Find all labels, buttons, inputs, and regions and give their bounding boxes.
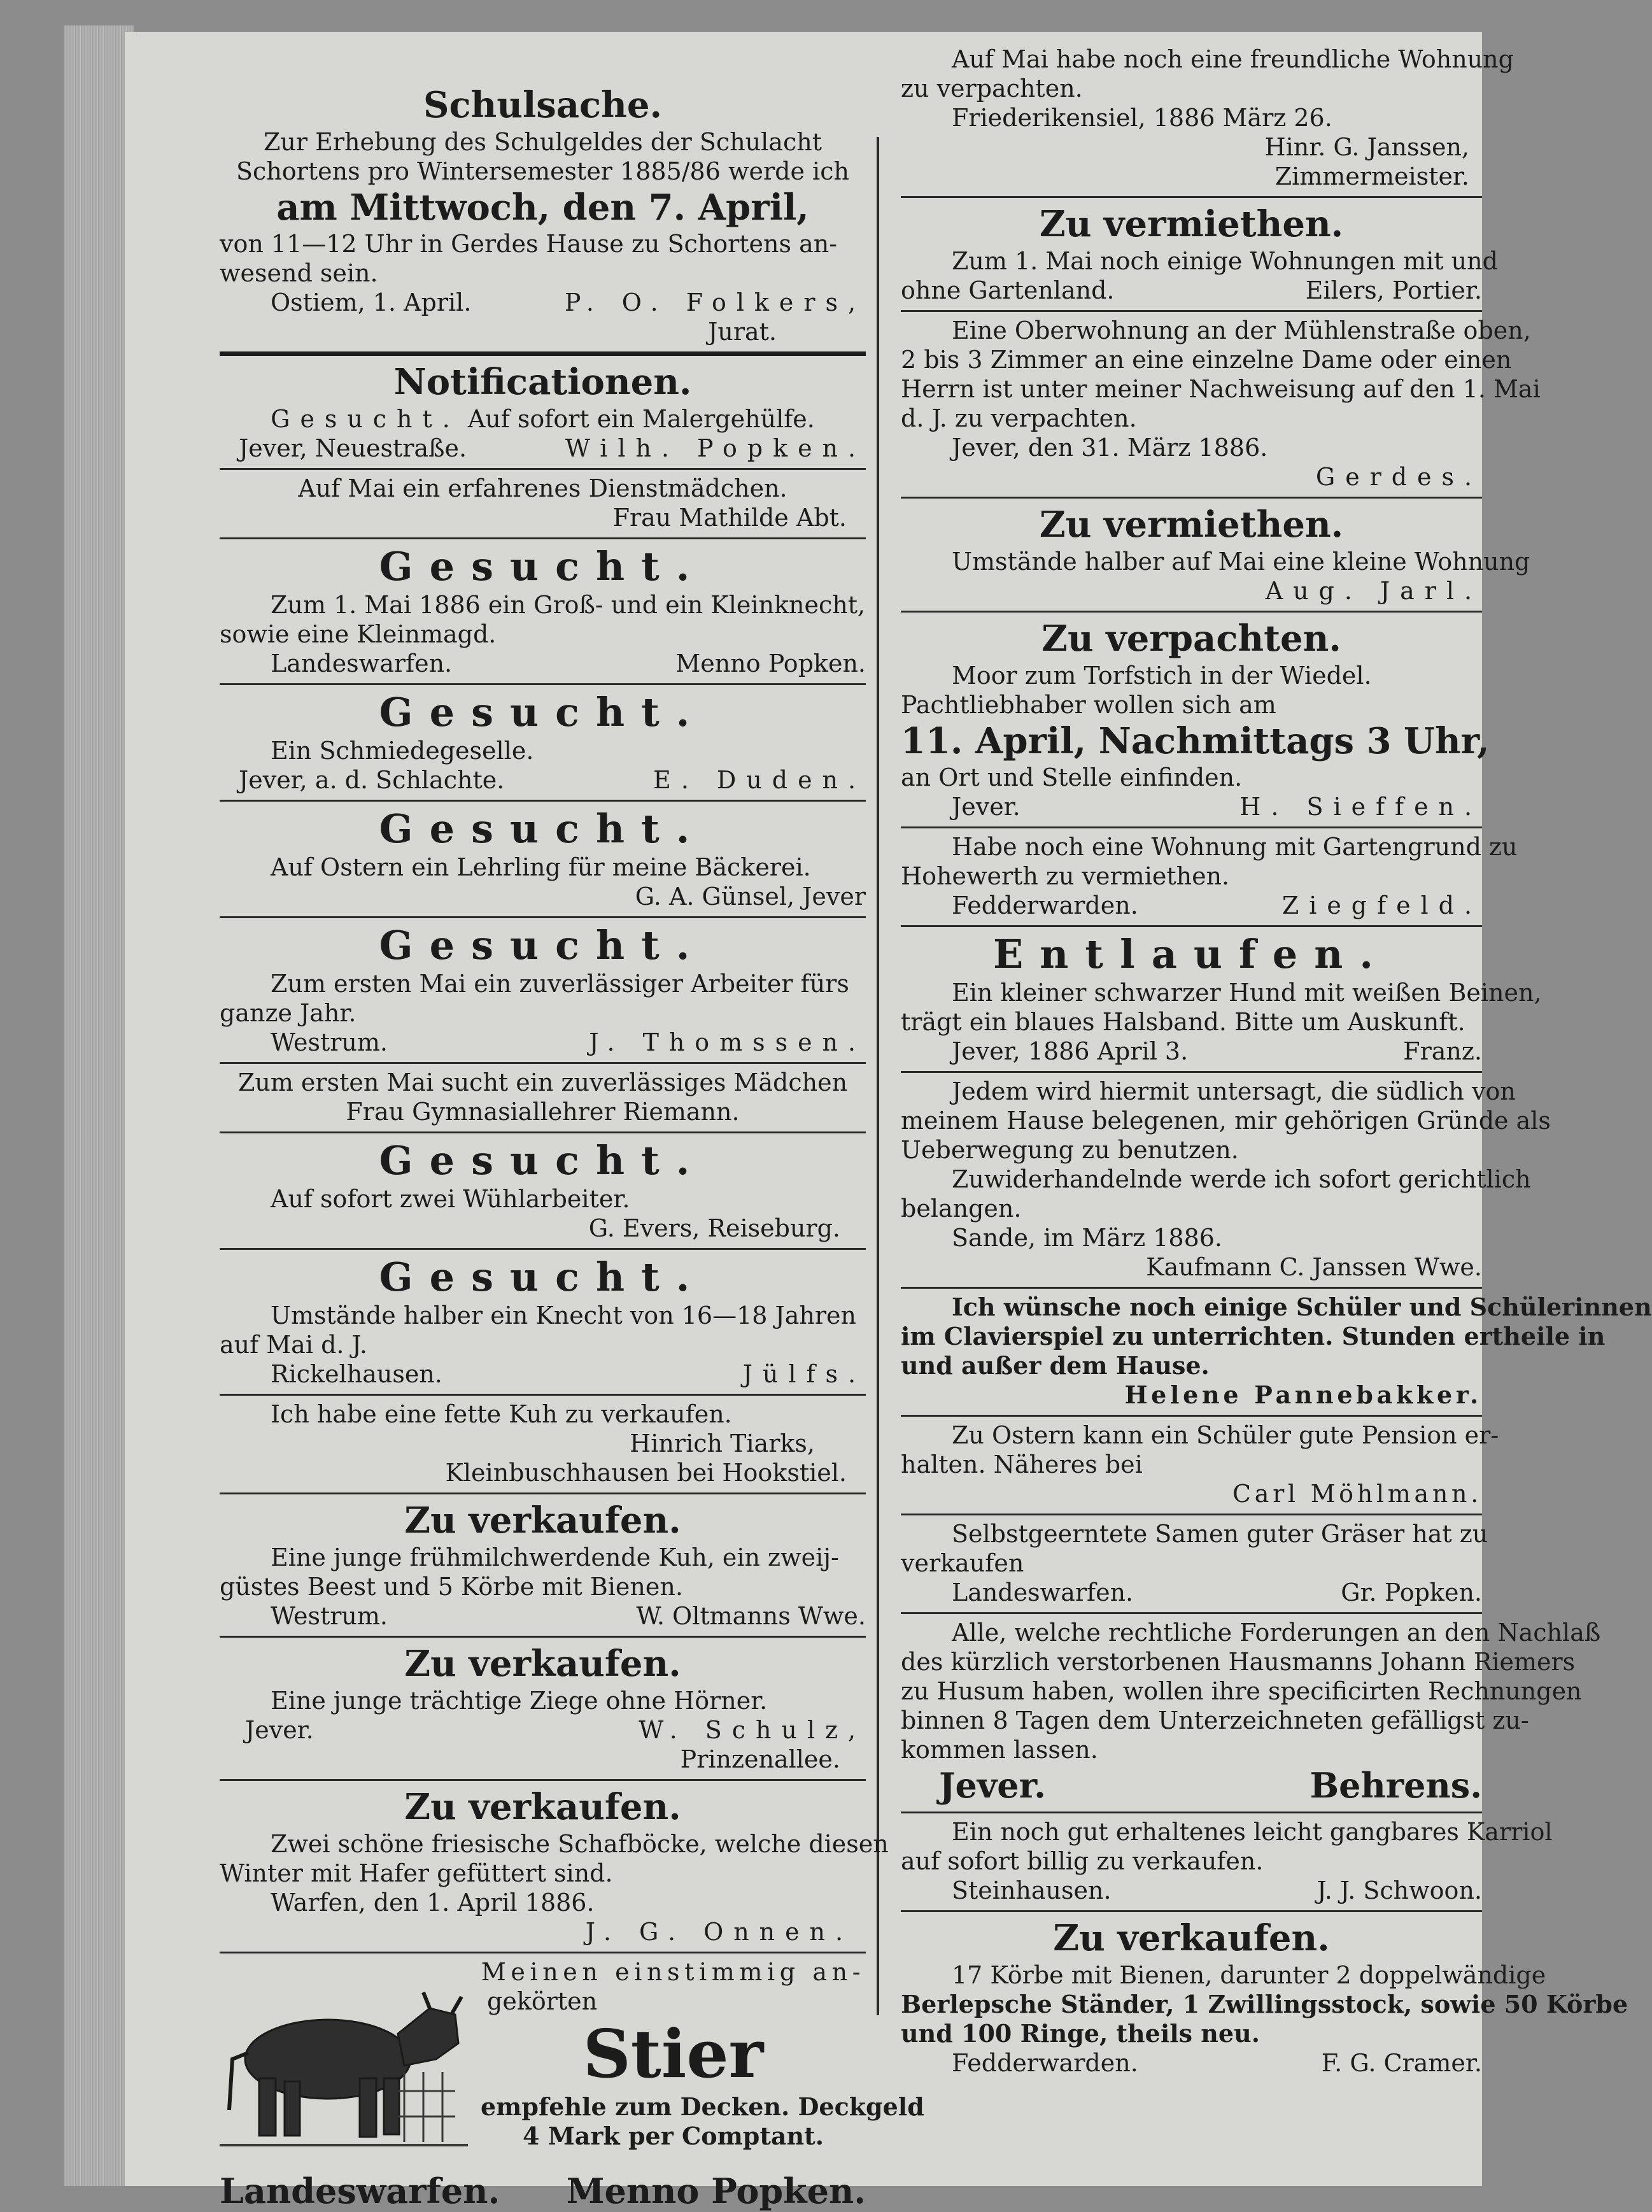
ad-place: Westrum. [271,1028,388,1056]
ad-line: Meinen einstimmig an- [481,1958,866,1986]
ad-line: und 100 Ringe, theils neu. [901,2019,1260,2048]
ad-line: Ein noch gut erhaltenes leicht gangbares Karriol [952,1818,1553,1846]
ad-verkaufen-bienen [901,1916,1628,2078]
ad-line: Eine Oberwohnung an der Mühlenstraße oben, [952,316,1531,344]
ad-rule [901,310,1482,312]
ad-heading: Gesucht. [379,689,707,735]
ad-signature: P. O. Folkers, [564,288,866,316]
ad-heading: Gesucht. [379,805,707,852]
ad-clavierspiel [901,1293,1652,1410]
ad-signature: G. Evers, Reiseburg. [588,1214,840,1242]
ad-heading: Zu verpachten. [1041,618,1341,660]
ad-place: Jever, a. d. Schlachte. [239,766,505,794]
ad-signature: E. Duden. [653,766,866,794]
ad-line: Zum 1. Mai noch einige Wohnungen mit und [952,247,1498,275]
ad-malergehuelfe [220,404,866,463]
ad-gesucht-schmied [220,689,866,795]
ad-signature: W. Schulz, [639,1716,866,1744]
ad-line: auf sofort billig zu verkaufen. [901,1847,1264,1875]
ad-line: kommen lassen. [901,1736,1098,1764]
ad-gesucht-knecht-2 [220,1254,866,1389]
ad-line: belangen. [901,1195,1022,1223]
ad-line: zu verpachten. [901,74,1083,103]
ad-rule [220,468,866,470]
ad-rule [220,1248,866,1250]
ad-rule [901,1612,1482,1614]
ad-samen [901,1519,1488,1607]
ad-line: Habe noch eine Wohnung mit Gartengrund zu [952,833,1518,861]
ad-line: halten. Näheres bei [901,1450,1143,1478]
ad-gesucht-knecht [220,543,866,678]
ad-place: Sande, im März 1886. [952,1224,1223,1252]
ad-place: Jever. [939,1765,1046,1806]
ad-lead: Gesucht. [271,405,460,433]
ad-signature: H. Sieffen. [1239,793,1482,821]
ad-signature: F. G. Cramer. [1321,2049,1482,2077]
ad-place: Ostiem, 1. April. [271,288,472,316]
ad-wohnung-hohewerth [901,832,1518,920]
ad-line: Pachtliebhaber wollen sich am [901,691,1276,719]
ad-line: Jedem wird hiermit untersagt, die südlich von [952,1077,1516,1105]
ad-signature-title: Jurat. [708,318,777,346]
ad-line: 4 Mark per Comptant. [523,2122,824,2150]
ad-line: Ich wünsche noch einige Schüler und Schülerinnen [952,1293,1652,1321]
ad-line: gekörten [487,1987,598,2015]
ad-maedchen-riemann [220,1068,866,1126]
ad-dienstmaedchen [220,474,866,532]
ad-line: Zum 1. Mai 1886 ein Groß- und ein Kleinknecht, [271,591,866,619]
ad-line: Zur Erhebung des Schulgeldes der Schulacht [264,128,822,156]
ad-signature: J. J. Schwoon. [1317,1876,1482,1904]
ad-rule [901,1415,1482,1417]
ad-line: Eine junge frühmilchwerdende Kuh, ein zweij- [271,1543,839,1571]
book-page-edge [64,25,134,2186]
ad-heading: Schulsache. [423,84,662,126]
ad-rule [220,1952,866,1953]
ad-place: Rickelhausen. [271,1360,442,1388]
ad-fette-kuh [220,1400,866,1487]
ad-line: güstes Beest und 5 Körbe mit Bienen. [220,1573,683,1601]
ad-rule [901,1514,1482,1515]
ad-line: wesend sein. [220,259,378,287]
ad-place: Jever. [952,793,1020,821]
ad-heading: Gesucht. [379,543,707,590]
ad-line: Selbstgeerntete Samen guter Gräser hat zu [952,1520,1488,1548]
ad-verpachten-moor [901,616,1490,821]
ad-rule [901,826,1482,828]
ad-rule [901,1287,1482,1289]
ad-line: Hohewerth zu vermiethen. [901,862,1230,890]
ad-signature: Eilers, Portier. [1305,276,1482,304]
ad-rule [901,1811,1482,1813]
ad-big-word: Stier [582,2015,764,2093]
ad-verkaufen-schafboecke [220,1785,889,1946]
ad-place: Westrum. [271,1602,388,1630]
ad-line: sowie eine Kleinmagd. [220,620,497,648]
ad-rule [901,1910,1482,1912]
ad-line: an Ort und Stelle einfinden. [901,763,1243,791]
ad-line: Moor zum Torfstich in der Wiedel. [952,662,1372,690]
ad-rule [901,925,1482,927]
ad-rule [901,611,1482,613]
ad-heading: Zu vermiethen. [1039,203,1344,245]
ad-line: von 11—12 Uhr in Gerdes Hause zu Schortens an- [220,230,838,258]
ad-ueberwegung [901,1077,1551,1282]
ad-nachlass [901,1618,1601,1806]
ad-signature: J. Thomssen. [589,1028,866,1056]
ad-heading: Zu verkaufen. [404,1643,681,1685]
ad-rule [220,1131,866,1133]
ad-date: am Mittwoch, den 7. April, [276,187,809,229]
ad-signature: Menno Popken. [566,2171,866,2211]
ad-line: Auf sofort zwei Wühlarbeiter. [271,1185,630,1213]
ad-vermiethen-eilers [901,202,1498,305]
ad-vermiethen-jarl [901,502,1530,606]
ad-rule [220,683,866,685]
ad-line: Ein kleiner schwarzer Hund mit weißen Beinen, [952,979,1542,1007]
ad-line: verkaufen [901,1549,1024,1577]
ad-place: Steinhausen. [952,1876,1112,1904]
ad-line: Auf Mai habe noch eine freundliche Wohnung [952,45,1514,73]
ad-line: trägt ein blaues Halsband. Bitte um Auskunft. [901,1008,1465,1036]
ad-signature: Frau Gymnasiallehrer Riemann. [346,1098,740,1126]
ad-signature: J. G. Onnen. [585,1918,853,1946]
ad-signature: Hinrich Tiarks, [630,1429,815,1457]
ad-rule [901,497,1482,499]
ad-line: Auf Mai ein erfahrenes Dienstmädchen. [298,474,787,502]
ad-heading: Gesucht. [379,922,707,968]
ad-signature: Jülfs. [742,1360,866,1388]
ad-signature: Behrens. [1310,1765,1482,1806]
ad-line: Auf sofort ein Malergehülfe. [467,405,815,433]
ad-rule [220,1779,866,1781]
ad-signature: Menno Popken. [675,649,866,677]
ad-rule [220,800,866,802]
ad-signature: Frau Mathilde Abt. [612,504,847,532]
ad-signature: Aug. Jarl. [1265,577,1482,605]
ad-schulsache [220,83,866,346]
section-heading-notificationen: Notificationen. [393,361,692,403]
left-column [220,83,924,2212]
ad-line: Berlepsche Ständer, 1 Zwillingsstock, sowie 50 Körbe [901,1990,1628,2018]
ad-karriol [901,1817,1553,1905]
ad-heading: Entlaufen. [993,931,1390,977]
ad-line: Alle, welche rechtliche Forderungen an den Nachlaß [952,1619,1601,1647]
ad-place: Jever. [245,1716,314,1744]
ad-rule [220,537,866,539]
ad-line: Ueberwegung zu benutzen. [901,1136,1239,1164]
ad-line: 17 Körbe mit Bienen, darunter 2 doppelwändige [952,1961,1546,1989]
column-divider [877,137,879,2015]
ad-line: ganze Jahr. [220,999,357,1027]
ad-gesucht-wuehlarbeiter [220,1137,866,1243]
ad-rule [220,1492,866,1494]
ad-signature-title: Zimmermeister. [1274,162,1469,190]
ad-signature: Wilh. Popken. [565,434,866,462]
ad-rule [220,1636,866,1638]
ad-place: Fedderwarden. [952,891,1138,919]
ad-line: Zwei schöne friesische Schafböcke, welche diesen [271,1830,889,1858]
ad-place: Landeswarfen. [271,649,453,677]
ad-rule [220,916,866,918]
ad-line: Zum ersten Mai sucht ein zuverlässiges Mädchen [237,1068,848,1096]
section-rule [220,351,866,356]
ad-line: Ein Schmiedegeselle. [271,737,534,765]
ad-signature-place: Prinzenallee. [680,1745,840,1773]
ad-rule [220,1062,866,1064]
ad-line: meinem Hause belegenen, mir gehörigen Gründe als [901,1107,1551,1135]
ad-place: ohne Gartenland. [901,276,1115,304]
ad-line: zu Husum haben, wollen ihre specificirten Rechnungen [901,1677,1582,1705]
ad-gesucht-arbeiter [220,922,866,1057]
ad-pension [901,1421,1499,1508]
ad-line: Ich habe eine fette Kuh zu verkaufen. [271,1400,732,1428]
ad-line: Umstände halber auf Mai eine kleine Wohnung [952,548,1530,576]
ad-signature: Hinr. G. Janssen, [1264,133,1469,161]
ad-signature: Ziegfeld. [1281,891,1482,919]
ad-rule [901,196,1482,198]
ad-heading: Zu verkaufen. [404,1786,681,1828]
ad-line: des kürzlich verstorbenen Hausmanns Johann Riemers [901,1648,1576,1676]
ad-entlaufen [901,931,1542,1066]
ad-date: 11. April, Nachmittags 3 Uhr, [901,720,1490,762]
ad-place: Friederikensiel, 1886 März 26. [952,104,1332,132]
ad-place: Fedderwarden. [952,2049,1138,2077]
ad-line: d. J. zu verpachten. [901,404,1137,432]
ad-heading: Gesucht. [379,1254,707,1300]
ad-place: Landeswarfen. [952,1578,1134,1606]
ad-signature-place: Kleinbuschhausen bei Hookstiel. [445,1459,847,1487]
ad-line: im Clavierspiel zu unterrichten. Stunden ertheile in [901,1322,1606,1351]
ad-line: binnen 8 Tagen dem Unterzeichneten gefälligst zu- [901,1706,1529,1734]
ad-wohnung-friederikensiel [901,45,1514,191]
ad-line: Zum ersten Mai ein zuverlässiger Arbeiter fürs [271,970,849,998]
ad-verkaufen-kuh [220,1498,866,1631]
ad-heading: Gesucht. [379,1137,707,1184]
ad-place: Jever, Neuestraße. [239,434,467,462]
ad-gesucht-lehrling [220,805,866,911]
ad-signature: G. A. Günsel, Jever [635,883,866,911]
ad-place: Jever, den 31. März 1886. [952,434,1268,462]
ad-oberwohnung [901,316,1541,492]
ad-signature: Gr. Popken. [1341,1578,1482,1606]
ad-stier [220,1957,924,2212]
ad-line: empfehle zum Decken. Deckgeld [481,2092,924,2121]
ad-signature: Helene Pannebakker. [1124,1380,1482,1409]
ad-place: Jever, 1886 April 3. [952,1037,1189,1065]
ad-line: Zuwiderhandelnde werde ich sofort gerichtlich [952,1165,1531,1193]
ad-line: 2 bis 3 Zimmer an eine einzelne Dame oder einen [901,346,1512,374]
ad-line: auf Mai d. J. [220,1331,367,1359]
ad-rule [901,1071,1482,1073]
ad-line: Schortens pro Wintersemester 1885/86 werde ich [236,157,849,185]
ad-signature: Carl Möhlmann. [1232,1480,1482,1508]
ad-signature: Kaufmann C. Janssen Wwe. [1146,1253,1482,1281]
ad-line: Eine junge trächtige Ziege ohne Hörner. [271,1687,768,1715]
ad-signature: W. Oltmanns Wwe. [636,1602,866,1630]
ad-signature: Gerdes. [1315,463,1482,491]
ad-line: und außer dem Hause. [901,1351,1210,1380]
ad-line: Auf Ostern ein Lehrling für meine Bäckerei. [271,853,811,881]
ad-line: Herrn ist unter meiner Nachweisung auf den 1. Mai [901,375,1541,403]
bull-illustration [220,1983,468,2155]
ad-line: Umstände halber ein Knecht von 16—18 Jahren [271,1301,857,1329]
ad-signature: Franz. [1403,1037,1482,1065]
ad-rule [220,1394,866,1396]
ad-place: Landeswarfen. [220,2171,500,2211]
right-column [901,45,1652,2078]
ad-heading: Zu verkaufen. [1053,1917,1330,1959]
ad-place: Warfen, den 1. April 1886. [271,1889,595,1917]
ad-verkaufen-ziege [220,1641,866,1774]
ad-line: Winter mit Hafer gefüttert sind. [220,1859,613,1887]
ad-line: Zu Ostern kann ein Schüler gute Pension er- [952,1421,1499,1449]
ad-heading: Zu verkaufen. [404,1499,681,1542]
ad-heading: Zu vermiethen. [1039,504,1344,546]
